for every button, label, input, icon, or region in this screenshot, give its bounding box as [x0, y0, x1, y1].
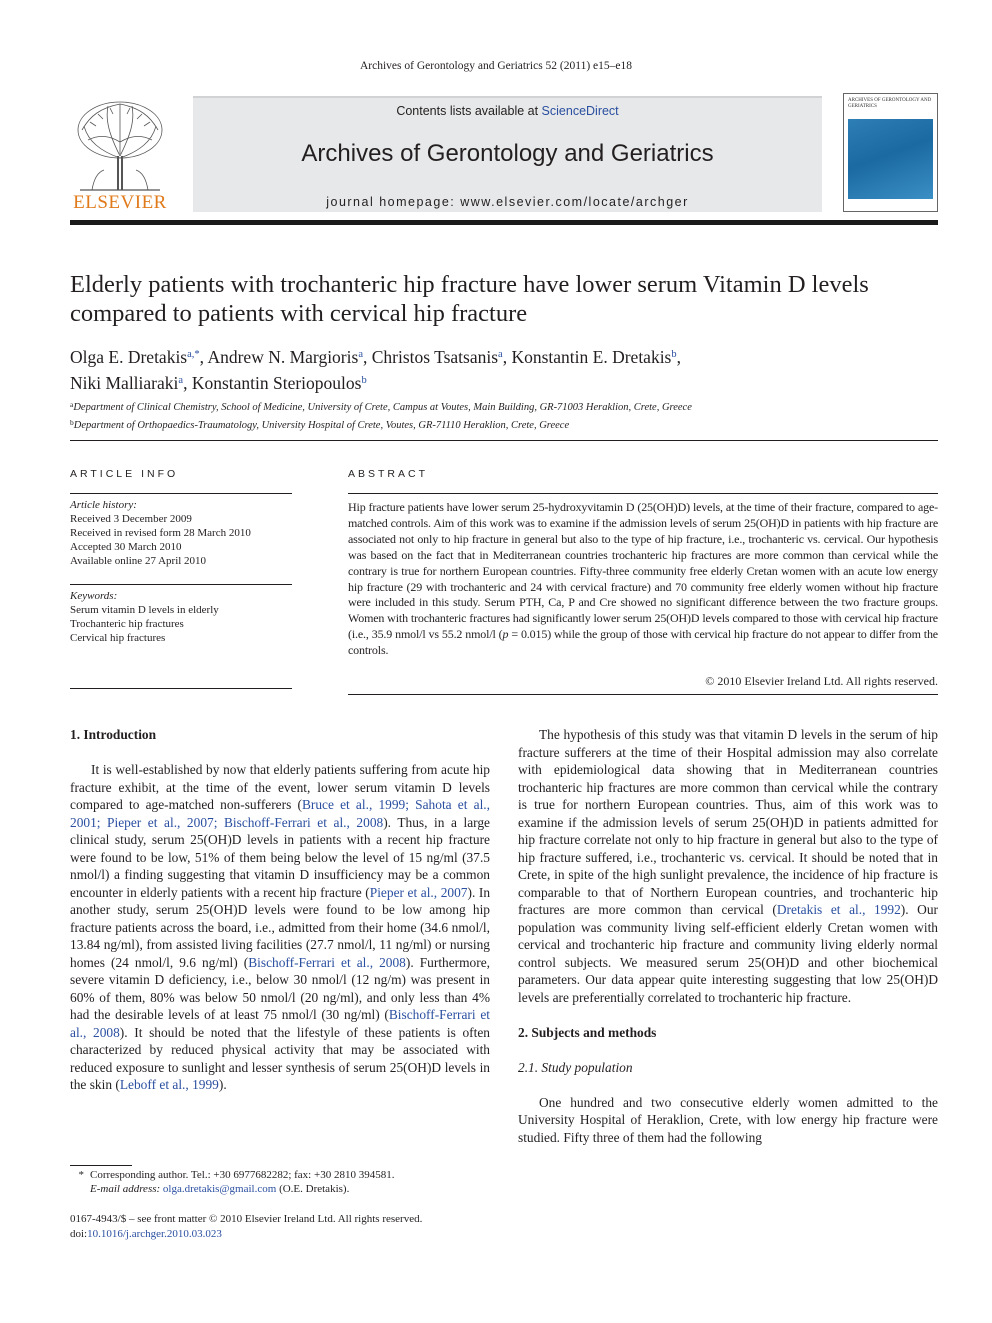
corresponding-author-footnote: * Corresponding author. Tel.: +30 6977682282; fax: +30 2810 394581. E-mail address: olga.dretakis@gmail.com (O.E. Dretakis).	[78, 1169, 395, 1195]
keyword: Cervical hip fractures	[70, 632, 166, 644]
elsevier-wordmark: ELSEVIER	[73, 192, 167, 213]
introduction-paragraph	[518, 726, 938, 1006]
author: Konstantin E. Dretakis$^b$,	[511, 347, 681, 367]
paragraph-text: The hypothesis of this study was that vitamin D levels in the serum of hip fracture sufferers at the time of their Hospital admission may also correlate with epidemiological data showing that in Mediterranean countries trochanteric hip fractures are more common than cervical while the contrary is true for northern European countries. Thus, aim of this work was to examine if the admission levels of serum 25(OH)D in patients admitted for hip fracture correlate not only to hip fracture in general but also to the type of hip fracture suffered, i.e., trochanteric vs. cervical. It should be noted that in Crete, in spite of the high sunlight prevalence, the incidence of hip fracture is comparable to that of Northern European countries, and trochanteric hip fractures are more common than cervical (	[518, 727, 938, 917]
keyword: Serum vitamin D levels in elderly	[70, 604, 219, 616]
cover-image	[848, 119, 933, 199]
abstract-divider	[348, 694, 938, 695]
journal-citation: Archives of Gerontology and Geriatrics 52 (2011) e15–e18	[360, 60, 632, 72]
header-divider	[70, 220, 938, 225]
body-column-left	[70, 726, 490, 1111]
section-heading-methods: 2. Subjects and methods	[518, 1024, 657, 1040]
subsection-heading-study-population: 2.1. Study population	[518, 1059, 633, 1075]
footnote-divider	[70, 1165, 132, 1166]
keyword: Trochanteric hip fractures	[70, 618, 184, 630]
issn-doi-block: 0167-4943/$ – see front matter © 2010 Elsevier Ireland Ltd. All rights reserved. doi:10.1016/j.archger.2010.03.023	[70, 1213, 423, 1240]
author: Niki Malliaraki$^a$,	[70, 373, 192, 393]
citation-link[interactable]: Bischoff-Ferrari et al., 2008	[70, 1007, 490, 1040]
paragraph-text: ). In another study, serum 25(OH)D levels were found to be low among hip fracture patients across the board, i.e., admitted from their home (34.6 nmol/l, 13.84 ng/ml), from assisted living facilities (27.7 nmol/l, 11 ng/ml) or nursing homes (24 nmol/l, 9.6 ng/ml) (	[70, 884, 491, 970]
affiliation: $^a$Department of Clinical Chemistry, School of Medicine, University of Crete, Campus at Voutes, Main Building, GR-71003 Heraklion, Crete, Greece	[70, 400, 692, 413]
journal-banner	[193, 96, 822, 212]
abstract-copyright: © 2010 Elsevier Ireland Ltd. All rights reserved.	[705, 674, 938, 688]
sciencedirect-link[interactable]: ScienceDirect	[541, 104, 619, 118]
citation-link[interactable]: Bruce et al., 1999; Sahota et al., 2001; Pieper et al., 2007; Bischoff-Ferrari et al., 2008	[70, 797, 490, 830]
contents-availability: Contents lists available at ScienceDirect	[396, 104, 619, 118]
journal-cover-thumbnail	[843, 93, 938, 212]
abstract-divider	[348, 493, 938, 494]
author: Konstantin Steriopoulos$^b$	[191, 373, 367, 393]
author: Christos Tsatsanis$^a$,	[371, 347, 512, 367]
affiliation: $^b$Department of Orthopaedics-Traumatology, University Hospital of Crete, Voutes, GR-71110 Heraklion, Crete, Greece	[70, 417, 570, 431]
journal-title: Archives of Gerontology and Geriatrics	[301, 140, 714, 167]
title-divider	[70, 440, 938, 441]
journal-homepage[interactable]: journal homepage: www.elsevier.com/locate/archger	[326, 195, 689, 209]
body-column-right	[518, 726, 938, 1164]
introduction-paragraph	[70, 761, 490, 1094]
article-history: Article history: Received 3 December 2009 Received in revised form 28 March 2010 Accepted 30 March 2010 Available online 27 April 2010	[70, 499, 251, 567]
abstract-text: Hip fracture patients have lower serum 25-hydroxyvitamin D (25(OH)D) levels, at the time of their fracture, compared to age-matched controls. Aim of this work was to examine if the admission levels of serum 25(OH)D in patients with hip fracture are associated not only to hip fracture in general but also to the type of hip fracture, i.e., trochanteric vs. cervical. Our hypothesis was based on the fact that in Mediterranean countries trochanteric hip fractures are more common than cervical while the contrary is true for northern European countries. Fifty-three community free elderly Cretan women with an acute low energy hip fracture (29 with trochanteric and 24 with cervical fracture) and 70 community free elderly women without hip fracture were included in this study. Serum PTH, Ca, P and Cre showed no significant difference between the two fracture groups. Women with trochanteric fractures had significantly lower serum 25(OH)D levels compared to those with cervical hip fracture (i.e., 35.9 nmol/l vs 55.2 nmol/l (p = 0.015) while the group of those with cervical hip fracture do not appear to differ from the controls.	[348, 500, 938, 658]
paragraph-text: It is well-established by now that elderly patients suffering from acute hip fracture exhibit, at the time of the event, lower serum vitamin D levels compared to age-matched non-sufferers (	[70, 762, 490, 812]
author: Olga E. Dretakis$^{a,*}$,	[70, 347, 208, 367]
citation-link[interactable]: Dretakis et al., 1992	[776, 902, 901, 917]
keywords: Keywords: Serum vitamin D levels in elderly Trochanteric hip fractures Cervical hip fractures	[70, 589, 292, 645]
paragraph-text: ). Our population was community living self-efficient elderly Cretan women with cervical and trochanteric hip fracture and community living elderly normal control subjects. We measured serum 25(OH)D and other biochemical parameters. Our data appear quite interesting suggesting that low 25(OH)D levels are preferentially correlated to trochanteric hip fracture.	[518, 902, 938, 1005]
affiliations	[70, 398, 950, 433]
info-divider	[70, 688, 292, 689]
paragraph-text: ). Thus, in a large clinical study, serum 25(OH)D levels in patients with a recent hip fracture were found to be low, 51% of them being below the level of 15 ng/ml (37.5 nmol/l) a finding suggesting that vitamin D insufficiency may be a common encounter in elderly patients with a recent hip fracture (	[70, 814, 490, 900]
paragraph-text: ). Furthermore, severe vitamin D deficiency, i.e., below 30 nmol/l (12 ng/m) was present in 60% of them, 80% was below 50 nmol/l (20 ng/ml), and only less than 4% had the desirable levels of at least 75 nmol/l (30 ng/ml) (	[70, 954, 490, 1022]
citation-link[interactable]: Pieper et al., 2007	[369, 884, 468, 900]
paragraph-text: ).	[218, 1077, 227, 1092]
article-title: Elderly patients with trochanteric hip fracture have lower serum Vitamin D levels compared to patients with cervical hip fracture	[70, 271, 869, 327]
info-divider	[70, 584, 292, 585]
info-divider	[70, 493, 292, 494]
cover-title: ARCHIVES OF GERONTOLOGY AND GERIATRICS	[848, 98, 932, 109]
doi-link[interactable]: 10.1016/j.archger.2010.03.023	[87, 1228, 222, 1240]
study-population-paragraph: One hundred and two consecutive elderly women admitted to the University Hospital of Heraklion, Crete, with low energy hip fracture were studied. Fifty three of them had the following	[518, 1094, 938, 1145]
abstract-heading: ABSTRACT	[348, 468, 429, 480]
author-list	[70, 343, 950, 395]
article-info-heading: ARTICLE INFO	[70, 468, 179, 480]
author: Andrew N. Margioris$^a$,	[207, 347, 372, 367]
paragraph-text: ). It should be noted that the lifestyle of these patients is often characterized by reduced physical activity that may be associated with reduced exposure to sunlight and lesser synthesis of serum 25(OH)D levels in the skin (	[70, 1024, 490, 1092]
citation-link[interactable]: Leboff et al., 1999	[119, 1077, 219, 1092]
citation-link[interactable]: Bischoff-Ferrari et al., 2008	[248, 954, 406, 970]
email-link[interactable]: olga.dretakis@gmail.com	[162, 1183, 277, 1195]
section-heading-introduction: 1. Introduction	[70, 727, 157, 742]
